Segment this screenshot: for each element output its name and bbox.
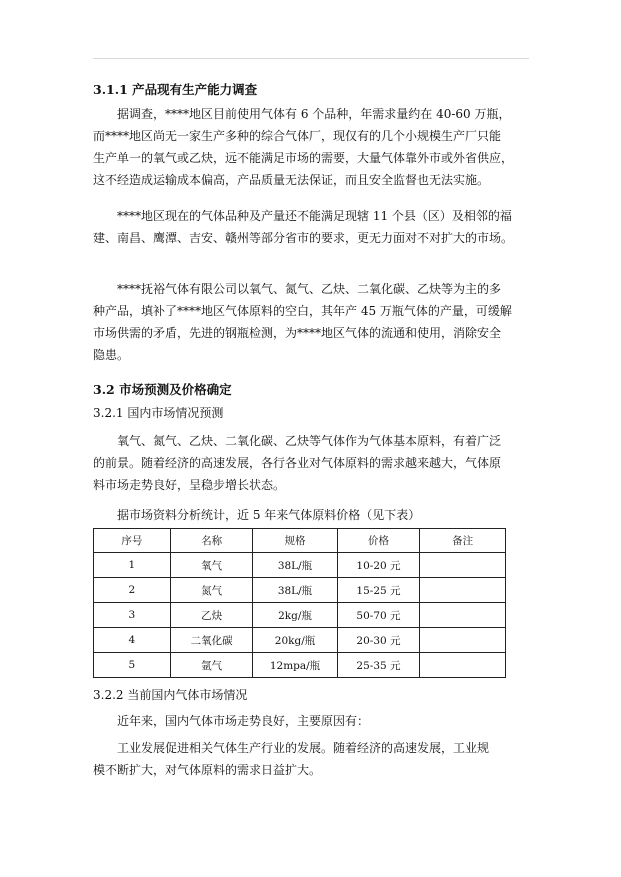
table-row	[94, 553, 506, 578]
paragraph-survey	[93, 103, 529, 191]
table-cell: 50-70 元	[337, 603, 420, 628]
text-line: 料市场走势良好，呈稳步增长状态。	[93, 478, 286, 492]
table-cell: 氮气	[170, 578, 253, 603]
paragraph-regional-demand	[93, 205, 529, 249]
table-cell	[420, 603, 506, 628]
table-cell: 12mpa/瓶	[253, 653, 337, 678]
table-row	[94, 578, 506, 603]
text-line: 模不断扩大，对气体原料的需求日益扩大。	[93, 763, 322, 777]
price-table	[93, 528, 506, 678]
header-cell: 规格	[253, 529, 337, 553]
table-cell: 10-20 元	[337, 553, 420, 578]
text-line: 的前景。随着经济的高速发展，各行各业对气体原料的需求越来越大，气体原	[93, 456, 502, 470]
table-row	[94, 628, 506, 653]
text-line: 生产单一的氧气或乙炔，远不能满足市场的需要，大量气体靠外市或外省供应，	[93, 151, 514, 165]
table-cell: 38L/瓶	[253, 553, 337, 578]
paragraph-industry-growth	[93, 737, 529, 781]
table-cell: 2kg/瓶	[253, 603, 337, 628]
table-cell: 1	[94, 553, 171, 578]
header-rule	[93, 58, 529, 59]
table-cell	[420, 578, 506, 603]
text-line: 据调查，****地区目前使用气体有 6 个品种，年需求量约在 40-60 万瓶，	[117, 107, 511, 121]
table-cell: 38L/瓶	[253, 578, 337, 603]
table-row	[94, 603, 506, 628]
table-cell: 2	[94, 578, 171, 603]
subheading-3-2-2: 3.2.2 当前国内气体市场情况	[93, 688, 248, 702]
paragraph-market-forecast	[93, 430, 529, 496]
table-cell: 15-25 元	[337, 578, 420, 603]
heading-3-1-1: 3.1.1 产品现有生产能力调查	[93, 82, 258, 97]
paragraph-reasons-intro: 近年来，国内气体市场走势良好，主要原因有：	[117, 714, 370, 728]
table-cell	[420, 628, 506, 653]
header-cell: 名称	[170, 529, 253, 553]
table-cell: 20kg/瓶	[253, 628, 337, 653]
table-cell: 25-35 元	[337, 653, 420, 678]
text-line: 市场供需的矛盾，先进的钢瓶检测，为****地区气体的流通和使用，消除安全	[93, 326, 502, 340]
table-cell: 二氧化碳	[170, 628, 253, 653]
text-line: ****地区现在的气体品种及产量还不能满足现辖 11 个县（区）及相邻的福	[117, 209, 512, 223]
paragraph-company	[93, 278, 529, 366]
table-row	[94, 653, 506, 678]
text-line: 这不经造成运输成本偏高，产品质量无法保证，而且安全监督也无法实施。	[93, 173, 490, 187]
header-cell: 序号	[94, 529, 171, 553]
text-line: 工业发展促进相关气体生产行业的发展。随着经济的高速发展，工业规	[117, 741, 490, 755]
table-cell: 氧气	[170, 553, 253, 578]
table-cell: 4	[94, 628, 171, 653]
table-cell: 5	[94, 653, 171, 678]
header-cell: 备注	[420, 529, 506, 553]
table-cell: 20-30 元	[337, 628, 420, 653]
text-line: 氧气、氮气、乙炔、二氧化碳、乙炔等气体作为气体基本原料，有着广泛	[117, 434, 502, 448]
header-cell: 价格	[337, 529, 420, 553]
table-cell: 氩气	[170, 653, 253, 678]
table-cell: 3	[94, 603, 171, 628]
text-line: ****抚裕气体有限公司以氧气、氮气、乙炔、二氧化碳、乙炔等为主的多	[117, 282, 502, 296]
table-cell	[420, 653, 506, 678]
table-cell	[420, 553, 506, 578]
table-intro: 据市场资料分析统计，近 5 年来气体原料价格（见下表）	[117, 508, 421, 522]
table-cell: 乙炔	[170, 603, 253, 628]
heading-3-2: 3.2 市场预测及价格确定	[93, 382, 232, 397]
text-line: 隐患。	[93, 348, 130, 362]
text-line: 而****地区尚无一家生产多种的综合气体厂，现仅有的几个小规模生产厂只能	[93, 129, 502, 143]
text-line: 建、南昌、鹰潭、吉安、赣州等部分省市的要求，更无力面对不对扩大的市场。	[93, 231, 514, 245]
text-line: 种产品，填补了****地区气体原料的空白，其年产 45 万瓶气体的产量，可缓解	[93, 304, 512, 318]
table-header-row	[94, 529, 506, 553]
subheading-3-2-1: 3.2.1 国内市场情况预测	[93, 406, 224, 420]
